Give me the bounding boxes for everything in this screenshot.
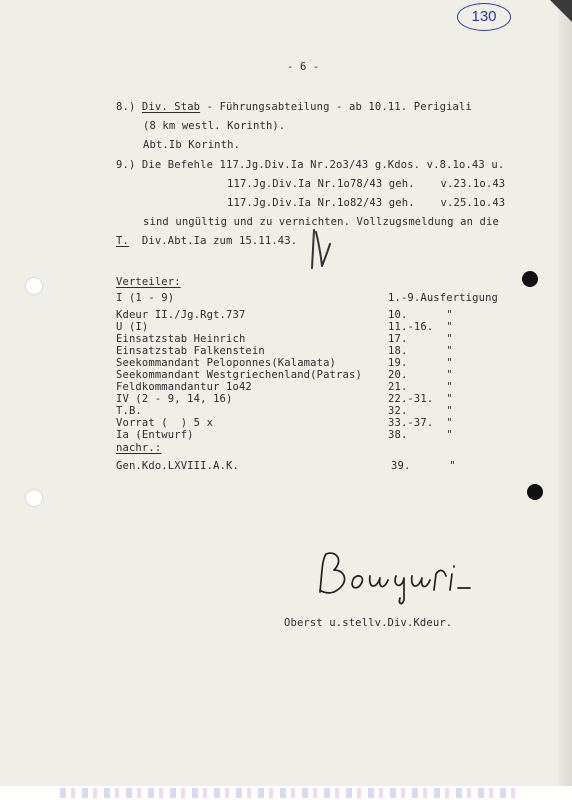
distribution-row-name: Feldkommandantur 1o42	[116, 381, 252, 393]
item-8-line-1	[116, 101, 472, 113]
distribution-row-name: I (1 - 9)	[116, 292, 175, 304]
distribution-row-copy: 11.-16. "	[388, 321, 453, 333]
distribution-row-copy: 21. "	[388, 381, 453, 393]
signature-title: Oberst u.stellv.Div.Kdeur.	[284, 617, 453, 629]
scan-color-marks	[60, 788, 520, 798]
punch-hole-mark	[522, 271, 538, 287]
item-9-line-2: 117.Jg.Div.Ia Nr.1o78/43 geh. v.23.1o.43	[227, 178, 506, 190]
item-8-number: 8.)	[116, 101, 136, 113]
item-9-line-4: sind ungültig und zu vernichten. Vollzugsmeldung an die	[143, 216, 499, 228]
distribution-row-copy: 10. "	[388, 309, 453, 321]
distribution-row-copy: 33.-37. "	[388, 417, 453, 429]
distribution-row-copy: 20. "	[388, 369, 453, 381]
punch-hole	[26, 490, 42, 506]
item-9-deadline: Div.Abt.Ia zum 15.11.43.	[128, 235, 298, 247]
distribution-row-copy: 22.-31. "	[388, 393, 453, 405]
distribution-row-name: Vorrat ( ) 5 x	[116, 417, 214, 429]
distribution-header: Verteiler:	[116, 276, 181, 288]
distribution-row-copy: 1.-9.Ausfertigung	[388, 292, 499, 304]
item-8-line-2: (8 km westl. Korinth).	[143, 120, 286, 132]
item-8-unit: Div. Stab	[141, 101, 201, 113]
nachr-row-name: Gen.Kdo.LXVIII.A.K.	[116, 460, 239, 472]
sheet-edge	[558, 0, 572, 800]
distribution-row-copy: 17. "	[388, 333, 453, 345]
folded-corner	[550, 0, 572, 22]
nachr-header: nachr.:	[116, 442, 162, 454]
distribution-row-copy: 19. "	[388, 357, 453, 369]
distribution-row-name: U (I)	[116, 321, 149, 333]
page-number: - 6 -	[287, 61, 320, 73]
distribution-row-name: Seekommandant Peloponnes(Kalamata)	[116, 357, 337, 369]
distribution-row-copy: 18. "	[388, 345, 453, 357]
punch-hole	[26, 278, 42, 294]
item-8-text: - Führungsabteilung - ab 10.11. Perigiali	[200, 101, 472, 113]
item-9-line-1: 9.) Die Befehle 117.Jg.Div.Ia Nr.2o3/43 g.Kdos. v.8.1o.43 u.	[116, 159, 505, 171]
distribution-row-name: Seekommandant Westgriechenland(Patras)	[116, 369, 362, 381]
distribution-row-copy: 32. "	[388, 405, 453, 417]
item-9-prefix: T.	[116, 235, 129, 247]
punch-hole-mark	[527, 484, 543, 500]
archive-page-stamp: 130	[457, 3, 511, 31]
distribution-row-copy: 38. "	[388, 429, 453, 441]
distribution-row-name: IV (2 - 9, 14, 16)	[116, 393, 233, 405]
nachr-row-copy: 39. "	[391, 460, 456, 472]
handwritten-mark	[306, 226, 336, 274]
distribution-row-name: Einsatzstab Falkenstein	[116, 345, 265, 357]
handwritten-signature	[312, 548, 472, 610]
distribution-row-name: Kdeur II./Jg.Rgt.737	[116, 309, 246, 321]
distribution-row-name: Ia (Entwurf)	[116, 429, 194, 441]
distribution-row-name: Einsatzstab Heinrich	[116, 333, 246, 345]
item-8-line-3: Abt.Ib Korinth.	[143, 139, 241, 151]
item-9-line-5	[116, 235, 297, 247]
distribution-row-name: T.B.	[116, 405, 142, 417]
item-9-line-3: 117.Jg.Div.Ia Nr.1o82/43 geh. v.25.1o.43	[227, 197, 506, 209]
